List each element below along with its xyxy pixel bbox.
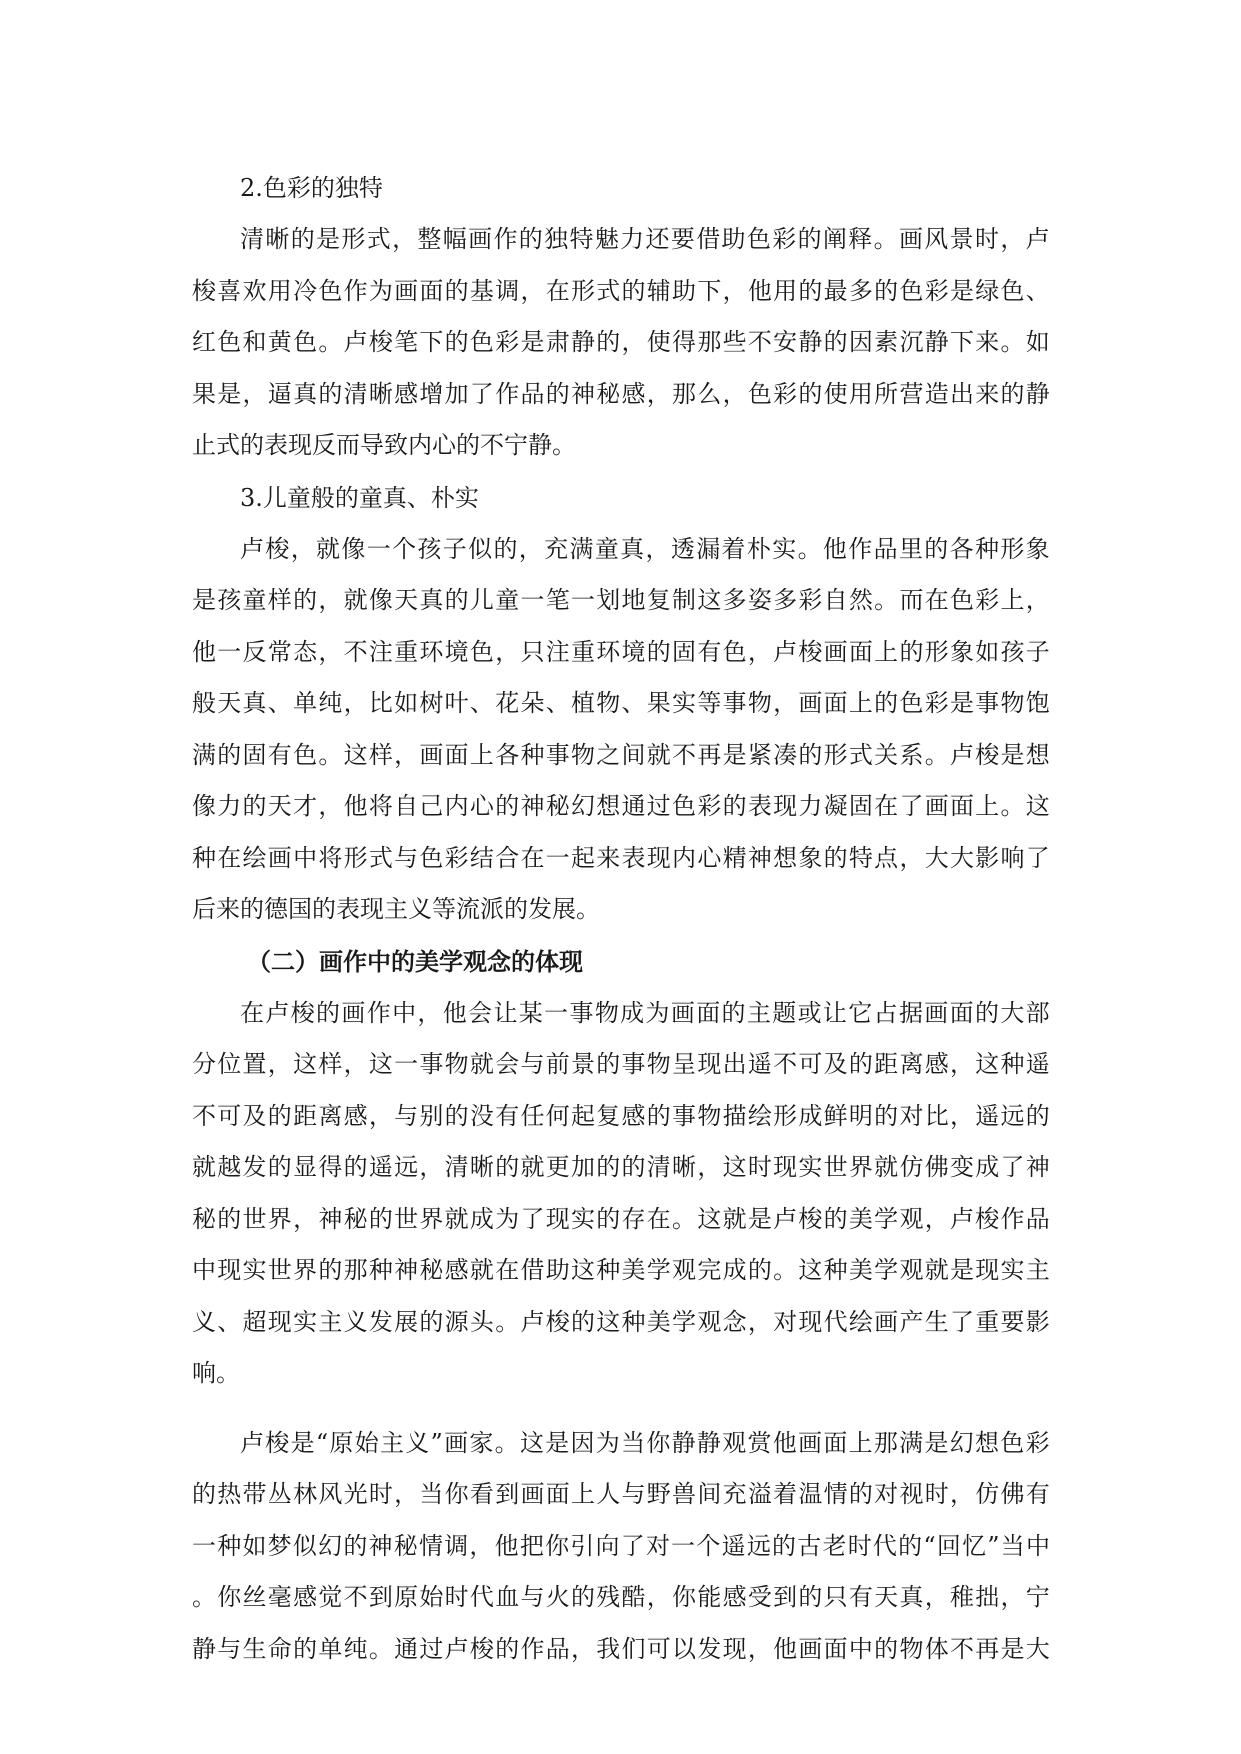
paragraph-line: 义 、 超 现 实 主 义 发 展 的 源 头 。 卢 梭 的 这 种 美 学 观 念 ， 对 现 代 绘 画 产 生 了 重 要 影	[192, 1307, 1050, 1336]
paragraph-line: 满 的 固 有 色 。 这 样 ， 画 面 上 各 种 事 物 之 间 就 不 再 是 紧 凑 的 形 式 关 系 。 卢 梭 是 想	[192, 740, 1050, 769]
paragraph-line: 就 越 发 的 显 得 的 遥 远 ， 清 晰 的 就 更 加 的 的 清 晰 ， 这 时 现 实 世 界 就 仿 佛 变 成 了 神	[192, 1153, 1050, 1181]
paragraph-line: 卢 梭 是 “ 原 始 主 义 ” 画 家 。 这 是 因 为 当 你 静 静 观 赏 他 画 面 上 那 满 是 幻 想 色 彩	[240, 1428, 1050, 1457]
subsection-heading-childlike: 3.儿童般的童真、朴实	[240, 483, 479, 512]
paragraph-line: 止式的表现反而导致内心的不宁静。	[192, 431, 576, 459]
paragraph-line: 静 与 生 命 的 单 纯 。 通 过 卢 梭 的 作 品 ， 我 们 可 以 发 现 ， 他 画 面 中 的 物 体 不 再 是 大	[192, 1634, 1050, 1663]
paragraph-line: 红 色 和 黄 色 。 卢 梭 笔 下 的 色 彩 是 肃 静 的 ， 使 得 那 些 不 安 静 的 因 素 沉 静 下 来 。 如	[192, 328, 1050, 356]
paragraph-line: 果 是 ， 逼 真 的 清 晰 感 增 加 了 作 品 的 神 秘 感 ， 那 么 ， 色 彩 的 使 用 所 营 造 出 来 的 静	[192, 379, 1050, 408]
paragraph-line: 是 孩 童 样 的 ， 就 像 天 真 的 儿 童 一 笔 一 划 地 复 制 这 多 姿 多 彩 自 然 。 而 在 色 彩 上 ，	[192, 586, 1050, 614]
document-body	[192, 162, 1050, 1675]
paragraph-line: 像 力 的 天 才 ， 他 将 自 己 内 心 的 神 秘 幻 想 通 过 色 彩 的 表 现 力 凝 固 在 了 画 面 上 。 这	[192, 792, 1050, 820]
paragraph-line: 不 可 及 的 距 离 感 ， 与 别 的 没 有 任 何 起 复 感 的 事 物 描 绘 形 成 鲜 明 的 对 比 ， 遥 远 的	[192, 1101, 1050, 1130]
paragraph-line: 种 在 绘 画 中 将 形 式 与 色 彩 结 合 在 一 起 来 表 现 内 心 精 神 想 象 的 特 点 ， 大 大 影 响 了	[192, 843, 1050, 872]
paragraph-line: 秘 的 世 界 ， 神 秘 的 世 界 就 成 为 了 现 实 的 存 在 。 这 就 是 卢 梭 的 美 学 观 ， 卢 梭 作 品	[192, 1204, 1050, 1233]
paragraph-line: 分 位 置 ， 这 样 ， 这 一 事 物 就 会 与 前 景 的 事 物 呈 现 出 遥 不 可 及 的 距 离 感 ， 这 种 遥	[192, 1050, 1050, 1078]
paragraph-line: 清 晰 的 是 形 式 ， 整 幅 画 作 的 独 特 魅 力 还 要 借 助 色 彩 的 阐 释 。 画 风 景 时 ， 卢	[240, 225, 1050, 253]
paragraph-line: 。 你 丝 毫 感 觉 不 到 原 始 时 代 血 与 火 的 残 酷 ， 你 能 感 受 到 的 只 有 天 真 ， 稚 拙 ， 宁	[192, 1583, 1050, 1611]
paragraph-line: 中 现 实 世 界 的 那 种 神 秘 感 就 在 借 助 这 种 美 学 观 完 成 的 。 这 种 美 学 观 就 是 现 实 主	[192, 1256, 1050, 1284]
subsection-heading-color: 2.色彩的独特	[240, 174, 383, 202]
section-heading-aesthetics: （二）画作中的美学观念的体现	[247, 946, 583, 976]
paragraph-line: 响。	[192, 1359, 240, 1387]
paragraph-line: 在 卢 梭 的 画 作 中 ， 他 会 让 某 一 事 物 成 为 画 面 的 主 题 或 让 它 占 据 画 面 的 大 部	[240, 998, 1050, 1027]
paragraph-gap	[192, 1400, 1050, 1418]
paragraph-line: 的 热 带 丛 林 风 光 时 ， 当 你 看 到 画 面 上 人 与 野 兽 间 充 溢 着 温 情 的 对 视 时 ， 仿 佛 有	[192, 1480, 1050, 1508]
paragraph-line: 后来的德国的表现主义等流派的发展。	[192, 895, 600, 923]
paragraph-line: 般 天 真 、 单 纯 ， 比 如 树 叶 、 花 朵 、 植 物 、 果 实 等 事 物 ， 画 面 上 的 色 彩 是 事 物 饱	[192, 689, 1050, 717]
paragraph-line: 卢 梭 ， 就 像 一 个 孩 子 似 的 ， 充 满 童 真 ， 透 漏 着 朴 实 。 他 作 品 里 的 各 种 形 象	[240, 534, 1050, 563]
paragraph-line: 他 一 反 常 态 ， 不 注 重 环 境 色 ， 只 注 重 环 境 的 固 有 色 ， 卢 梭 画 面 上 的 形 象 如 孩 子	[192, 637, 1050, 666]
paragraph-line: 梭 喜 欢 用 冷 色 作 为 画 面 的 基 调 ， 在 形 式 的 辅 助 下 ， 他 用 的 最 多 的 色 彩 是 绿 色 、	[192, 276, 1050, 305]
paragraph-line: 一 种 如 梦 似 幻 的 神 秘 情 调 ， 他 把 你 引 向 了 对 一 个 遥 远 的 古 老 时 代 的 “ 回 忆 ” 当 中	[192, 1531, 1050, 1560]
